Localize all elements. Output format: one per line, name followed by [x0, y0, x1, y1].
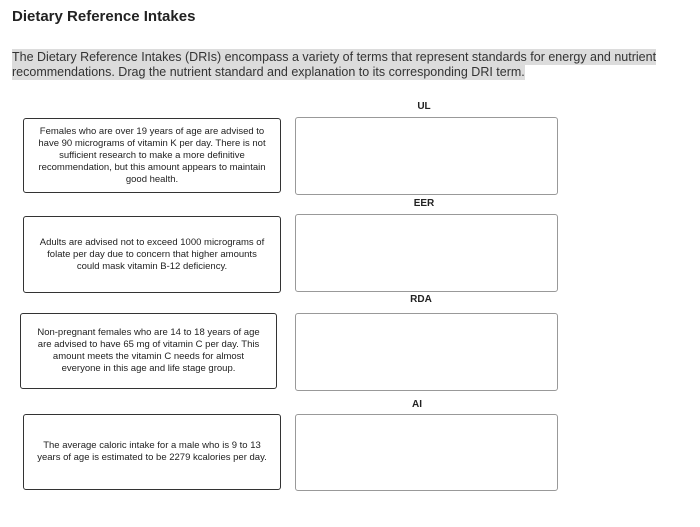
- term-label-ai: AI: [412, 399, 422, 410]
- term-label-ul: UL: [417, 101, 431, 112]
- term-label-rda: RDA: [410, 294, 432, 305]
- drop-target-rda[interactable]: [295, 313, 558, 391]
- instructions-text: The Dietary Reference Intakes (DRIs) encompass a variety of terms that represent standards for energy and nutrient recommendations. Drag the nutrient standard and explanation to its corresponding DRI term.: [12, 50, 657, 79]
- drag-card[interactable]: [23, 216, 281, 293]
- drop-target-ul[interactable]: [295, 117, 558, 195]
- page-title: Dietary Reference Intakes: [12, 8, 196, 25]
- instructions: [12, 50, 700, 80]
- drop-target-ai[interactable]: [295, 414, 558, 491]
- drag-card[interactable]: [20, 313, 277, 389]
- drag-card-text: Females who are over 19 years of age are advised to have 90 micrograms of vitamin K per day. There is not sufficient research to make a more definitive recommendation, but this amount appears to maintain good health.: [38, 125, 266, 185]
- drag-card-text: Adults are advised not to exceed 1000 micrograms of folate per day due to concern that higher amounts could mask vitamin B-12 deficiency.: [39, 236, 265, 272]
- drag-card-text: The average caloric intake for a male who is 9 to 13 years of age is estimated to be 2279 kcalories per day.: [37, 440, 267, 463]
- term-label-eer: EER: [413, 198, 435, 209]
- drop-target-eer[interactable]: [295, 214, 558, 292]
- drag-card[interactable]: [23, 118, 281, 193]
- drag-card-text: Non-pregnant females who are 14 to 18 years of age are advised to have 65 mg of vitamin C per day. This amount meets the vitamin C needs for almost everyone in this age and life stage group.: [37, 327, 260, 374]
- drag-card[interactable]: [23, 414, 281, 490]
